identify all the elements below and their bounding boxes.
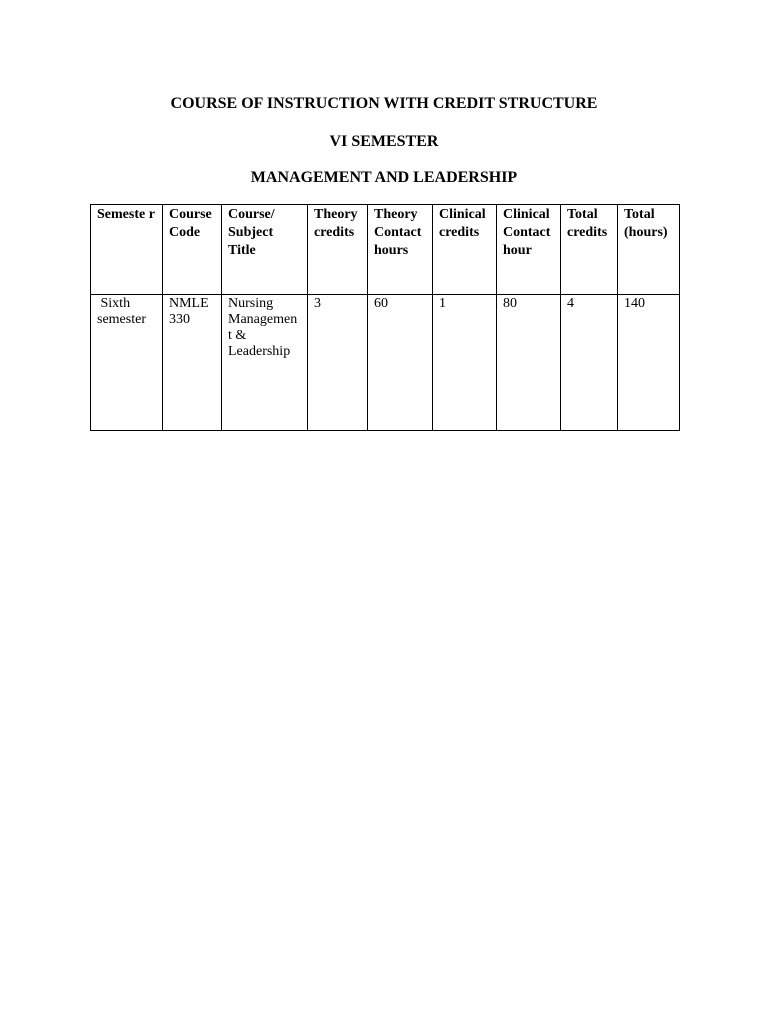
cell-total-hours: 140 [618,295,680,431]
header-total-credits: Total credits [561,205,618,295]
cell-total-credits: 4 [561,295,618,431]
cell-theory-contact-hours: 60 [368,295,433,431]
header-clinical-credits: Clinical credits [433,205,497,295]
cell-subject-title: Nursing Management & Leadership [222,295,308,431]
semester-heading: VI SEMESTER [329,133,439,150]
cell-clinical-credits: 1 [433,295,497,431]
header-clinical-contact-hour: Clinical Contact hour [497,205,561,295]
header-theory-contact-hours: Theory Contact hours [368,205,433,295]
credit-structure-table [90,204,680,431]
document-title: COURSE OF INSTRUCTION WITH CREDIT STRUCTURE [170,95,598,112]
header-subject-title: Course/ Subject Title [222,205,308,295]
cell-course-code: NMLE 330 [163,295,222,431]
table-row [91,295,680,431]
header-semester: Semeste r [91,205,163,295]
cell-theory-credits: 3 [308,295,368,431]
subject-heading: MANAGEMENT AND LEADERSHIP [250,169,518,186]
cell-clinical-contact-hour: 80 [497,295,561,431]
header-course-code: Course Code [163,205,222,295]
header-total-hours: Total (hours) [618,205,680,295]
cell-semester: Sixth semester [91,295,163,431]
table-header-row [91,205,680,295]
header-theory-credits: Theory credits [308,205,368,295]
